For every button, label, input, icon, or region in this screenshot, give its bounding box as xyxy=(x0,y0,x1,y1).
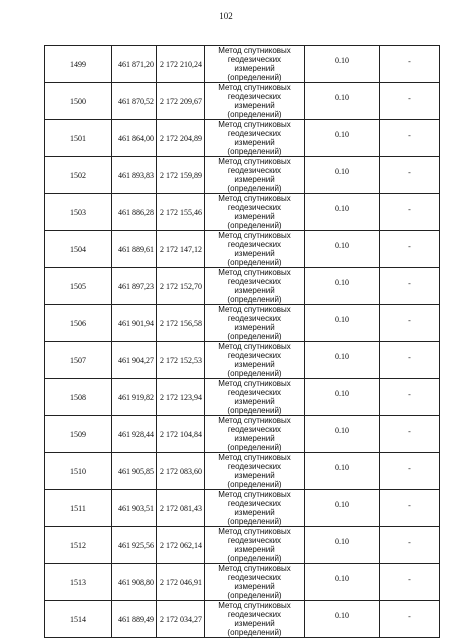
table-row xyxy=(45,490,440,527)
point-number-cell: 1504 xyxy=(45,231,112,268)
point-number-cell: 1501 xyxy=(45,120,112,157)
y-coordinate-cell: 2 172 210,24 xyxy=(157,46,205,83)
table-row xyxy=(45,83,440,120)
table-row xyxy=(45,601,440,638)
table-row xyxy=(45,305,440,342)
method-cell: Метод спутниковых геодезических измерений (определений) xyxy=(205,490,305,527)
method-cell: Метод спутниковых геодезических измерений (определений) xyxy=(205,157,305,194)
table-row xyxy=(45,231,440,268)
point-number-cell: 1507 xyxy=(45,342,112,379)
accuracy-cell xyxy=(305,194,380,231)
y-coordinate-cell: 2 172 104,84 xyxy=(157,416,205,453)
y-coordinate-cell: 2 172 156,58 xyxy=(157,305,205,342)
description-cell xyxy=(380,46,440,83)
x-coordinate-cell: 461 889,61 xyxy=(112,231,157,268)
description-cell-text: - xyxy=(408,241,411,251)
accuracy-cell xyxy=(305,601,380,638)
accuracy-cell-text: 0.10 xyxy=(335,499,349,509)
table-row xyxy=(45,564,440,601)
point-number-cell: 1499 xyxy=(45,46,112,83)
description-cell-text: - xyxy=(408,56,411,66)
accuracy-cell xyxy=(305,490,380,527)
point-number-cell: 1505 xyxy=(45,268,112,305)
x-coordinate-cell: 461 903,51 xyxy=(112,490,157,527)
x-coordinate-cell: 461 893,83 xyxy=(112,157,157,194)
accuracy-cell xyxy=(305,527,380,564)
accuracy-cell-text: 0.10 xyxy=(335,203,349,213)
method-cell: Метод спутниковых геодезических измерений (определений) xyxy=(205,83,305,120)
point-number-cell: 1503 xyxy=(45,194,112,231)
y-coordinate-cell: 2 172 204,89 xyxy=(157,120,205,157)
accuracy-cell xyxy=(305,453,380,490)
method-cell: Метод спутниковых геодезических измерений (определений) xyxy=(205,231,305,268)
table-row xyxy=(45,342,440,379)
table-row xyxy=(45,453,440,490)
accuracy-cell-text: 0.10 xyxy=(335,536,349,546)
accuracy-cell-text: 0.10 xyxy=(335,573,349,583)
description-cell-text: - xyxy=(408,537,411,547)
description-cell-text: - xyxy=(408,93,411,103)
y-coordinate-cell: 2 172 081,43 xyxy=(157,490,205,527)
y-coordinate-cell: 2 172 123,94 xyxy=(157,379,205,416)
description-cell xyxy=(380,490,440,527)
x-coordinate-cell: 461 889,49 xyxy=(112,601,157,638)
x-coordinate-cell: 461 919,82 xyxy=(112,379,157,416)
accuracy-cell-text: 0.10 xyxy=(335,388,349,398)
method-cell: Метод спутниковых геодезических измерений (определений) xyxy=(205,564,305,601)
description-cell xyxy=(380,453,440,490)
method-cell: Метод спутниковых геодезических измерений (определений) xyxy=(205,268,305,305)
description-cell xyxy=(380,527,440,564)
table-row xyxy=(45,120,440,157)
description-cell xyxy=(380,157,440,194)
y-coordinate-cell: 2 172 046,91 xyxy=(157,564,205,601)
accuracy-cell xyxy=(305,46,380,83)
point-number-cell: 1500 xyxy=(45,83,112,120)
description-cell-text: - xyxy=(408,204,411,214)
y-coordinate-cell: 2 172 152,70 xyxy=(157,268,205,305)
accuracy-cell-text: 0.10 xyxy=(335,425,349,435)
coordinates-table xyxy=(44,45,440,638)
accuracy-cell xyxy=(305,268,380,305)
accuracy-cell xyxy=(305,305,380,342)
page-number: 102 xyxy=(219,11,233,21)
point-number-cell: 1512 xyxy=(45,527,112,564)
method-cell: Метод спутниковых геодезических измерений (определений) xyxy=(205,120,305,157)
description-cell xyxy=(380,83,440,120)
y-coordinate-cell: 2 172 083,60 xyxy=(157,453,205,490)
table-row xyxy=(45,416,440,453)
method-cell: Метод спутниковых геодезических измерений (определений) xyxy=(205,305,305,342)
y-coordinate-cell: 2 172 159,89 xyxy=(157,157,205,194)
table-row xyxy=(45,527,440,564)
method-cell: Метод спутниковых геодезических измерений (определений) xyxy=(205,601,305,638)
accuracy-cell xyxy=(305,342,380,379)
description-cell-text: - xyxy=(408,315,411,325)
description-cell xyxy=(380,416,440,453)
accuracy-cell-text: 0.10 xyxy=(335,92,349,102)
description-cell-text: - xyxy=(408,426,411,436)
accuracy-cell-text: 0.10 xyxy=(335,610,349,620)
table-row xyxy=(45,46,440,83)
description-cell-text: - xyxy=(408,500,411,510)
accuracy-cell xyxy=(305,120,380,157)
table-row xyxy=(45,379,440,416)
description-cell-text: - xyxy=(408,574,411,584)
table-row xyxy=(45,194,440,231)
y-coordinate-cell: 2 172 209,67 xyxy=(157,83,205,120)
accuracy-cell xyxy=(305,416,380,453)
description-cell xyxy=(380,231,440,268)
method-cell: Метод спутниковых геодезических измерений (определений) xyxy=(205,527,305,564)
description-cell xyxy=(380,194,440,231)
point-number-cell: 1514 xyxy=(45,601,112,638)
description-cell xyxy=(380,305,440,342)
accuracy-cell-text: 0.10 xyxy=(335,240,349,250)
description-cell xyxy=(380,268,440,305)
accuracy-cell-text: 0.10 xyxy=(335,277,349,287)
x-coordinate-cell: 461 886,28 xyxy=(112,194,157,231)
point-number-cell: 1513 xyxy=(45,564,112,601)
y-coordinate-cell: 2 172 147,12 xyxy=(157,231,205,268)
x-coordinate-cell: 461 928,44 xyxy=(112,416,157,453)
description-cell-text: - xyxy=(408,463,411,473)
accuracy-cell xyxy=(305,83,380,120)
accuracy-cell xyxy=(305,231,380,268)
point-number-cell: 1508 xyxy=(45,379,112,416)
description-cell-text: - xyxy=(408,278,411,288)
x-coordinate-cell: 461 905,85 xyxy=(112,453,157,490)
description-cell-text: - xyxy=(408,167,411,177)
description-cell xyxy=(380,120,440,157)
x-coordinate-cell: 461 925,56 xyxy=(112,527,157,564)
y-coordinate-cell: 2 172 155,46 xyxy=(157,194,205,231)
description-cell-text: - xyxy=(408,389,411,399)
description-cell-text: - xyxy=(408,130,411,140)
accuracy-cell-text: 0.10 xyxy=(335,129,349,139)
y-coordinate-cell: 2 172 062,14 xyxy=(157,527,205,564)
coordinates-table-body xyxy=(45,46,440,638)
method-cell: Метод спутниковых геодезических измерений (определений) xyxy=(205,46,305,83)
point-number-cell: 1506 xyxy=(45,305,112,342)
accuracy-cell-text: 0.10 xyxy=(335,314,349,324)
accuracy-cell xyxy=(305,379,380,416)
accuracy-cell-text: 0.10 xyxy=(335,351,349,361)
accuracy-cell-text: 0.10 xyxy=(335,55,349,65)
description-cell-text: - xyxy=(408,611,411,621)
description-cell xyxy=(380,342,440,379)
description-cell xyxy=(380,601,440,638)
method-cell: Метод спутниковых геодезических измерений (определений) xyxy=(205,453,305,490)
x-coordinate-cell: 461 908,80 xyxy=(112,564,157,601)
accuracy-cell xyxy=(305,564,380,601)
accuracy-cell-text: 0.10 xyxy=(335,462,349,472)
y-coordinate-cell: 2 172 152,53 xyxy=(157,342,205,379)
method-cell: Метод спутниковых геодезических измерений (определений) xyxy=(205,342,305,379)
table-row xyxy=(45,268,440,305)
x-coordinate-cell: 461 897,23 xyxy=(112,268,157,305)
accuracy-cell-text: 0.10 xyxy=(335,166,349,176)
method-cell: Метод спутниковых геодезических измерений (определений) xyxy=(205,194,305,231)
x-coordinate-cell: 461 904,27 xyxy=(112,342,157,379)
x-coordinate-cell: 461 870,52 xyxy=(112,83,157,120)
method-cell: Метод спутниковых геодезических измерений (определений) xyxy=(205,379,305,416)
point-number-cell: 1509 xyxy=(45,416,112,453)
table-row xyxy=(45,157,440,194)
x-coordinate-cell: 461 864,00 xyxy=(112,120,157,157)
x-coordinate-cell: 461 901,94 xyxy=(112,305,157,342)
x-coordinate-cell: 461 871,20 xyxy=(112,46,157,83)
accuracy-cell xyxy=(305,157,380,194)
point-number-cell: 1510 xyxy=(45,453,112,490)
description-cell-text: - xyxy=(408,352,411,362)
point-number-cell: 1511 xyxy=(45,490,112,527)
description-cell xyxy=(380,564,440,601)
method-cell: Метод спутниковых геодезических измерений (определений) xyxy=(205,416,305,453)
point-number-cell: 1502 xyxy=(45,157,112,194)
description-cell xyxy=(380,379,440,416)
y-coordinate-cell: 2 172 034,27 xyxy=(157,601,205,638)
